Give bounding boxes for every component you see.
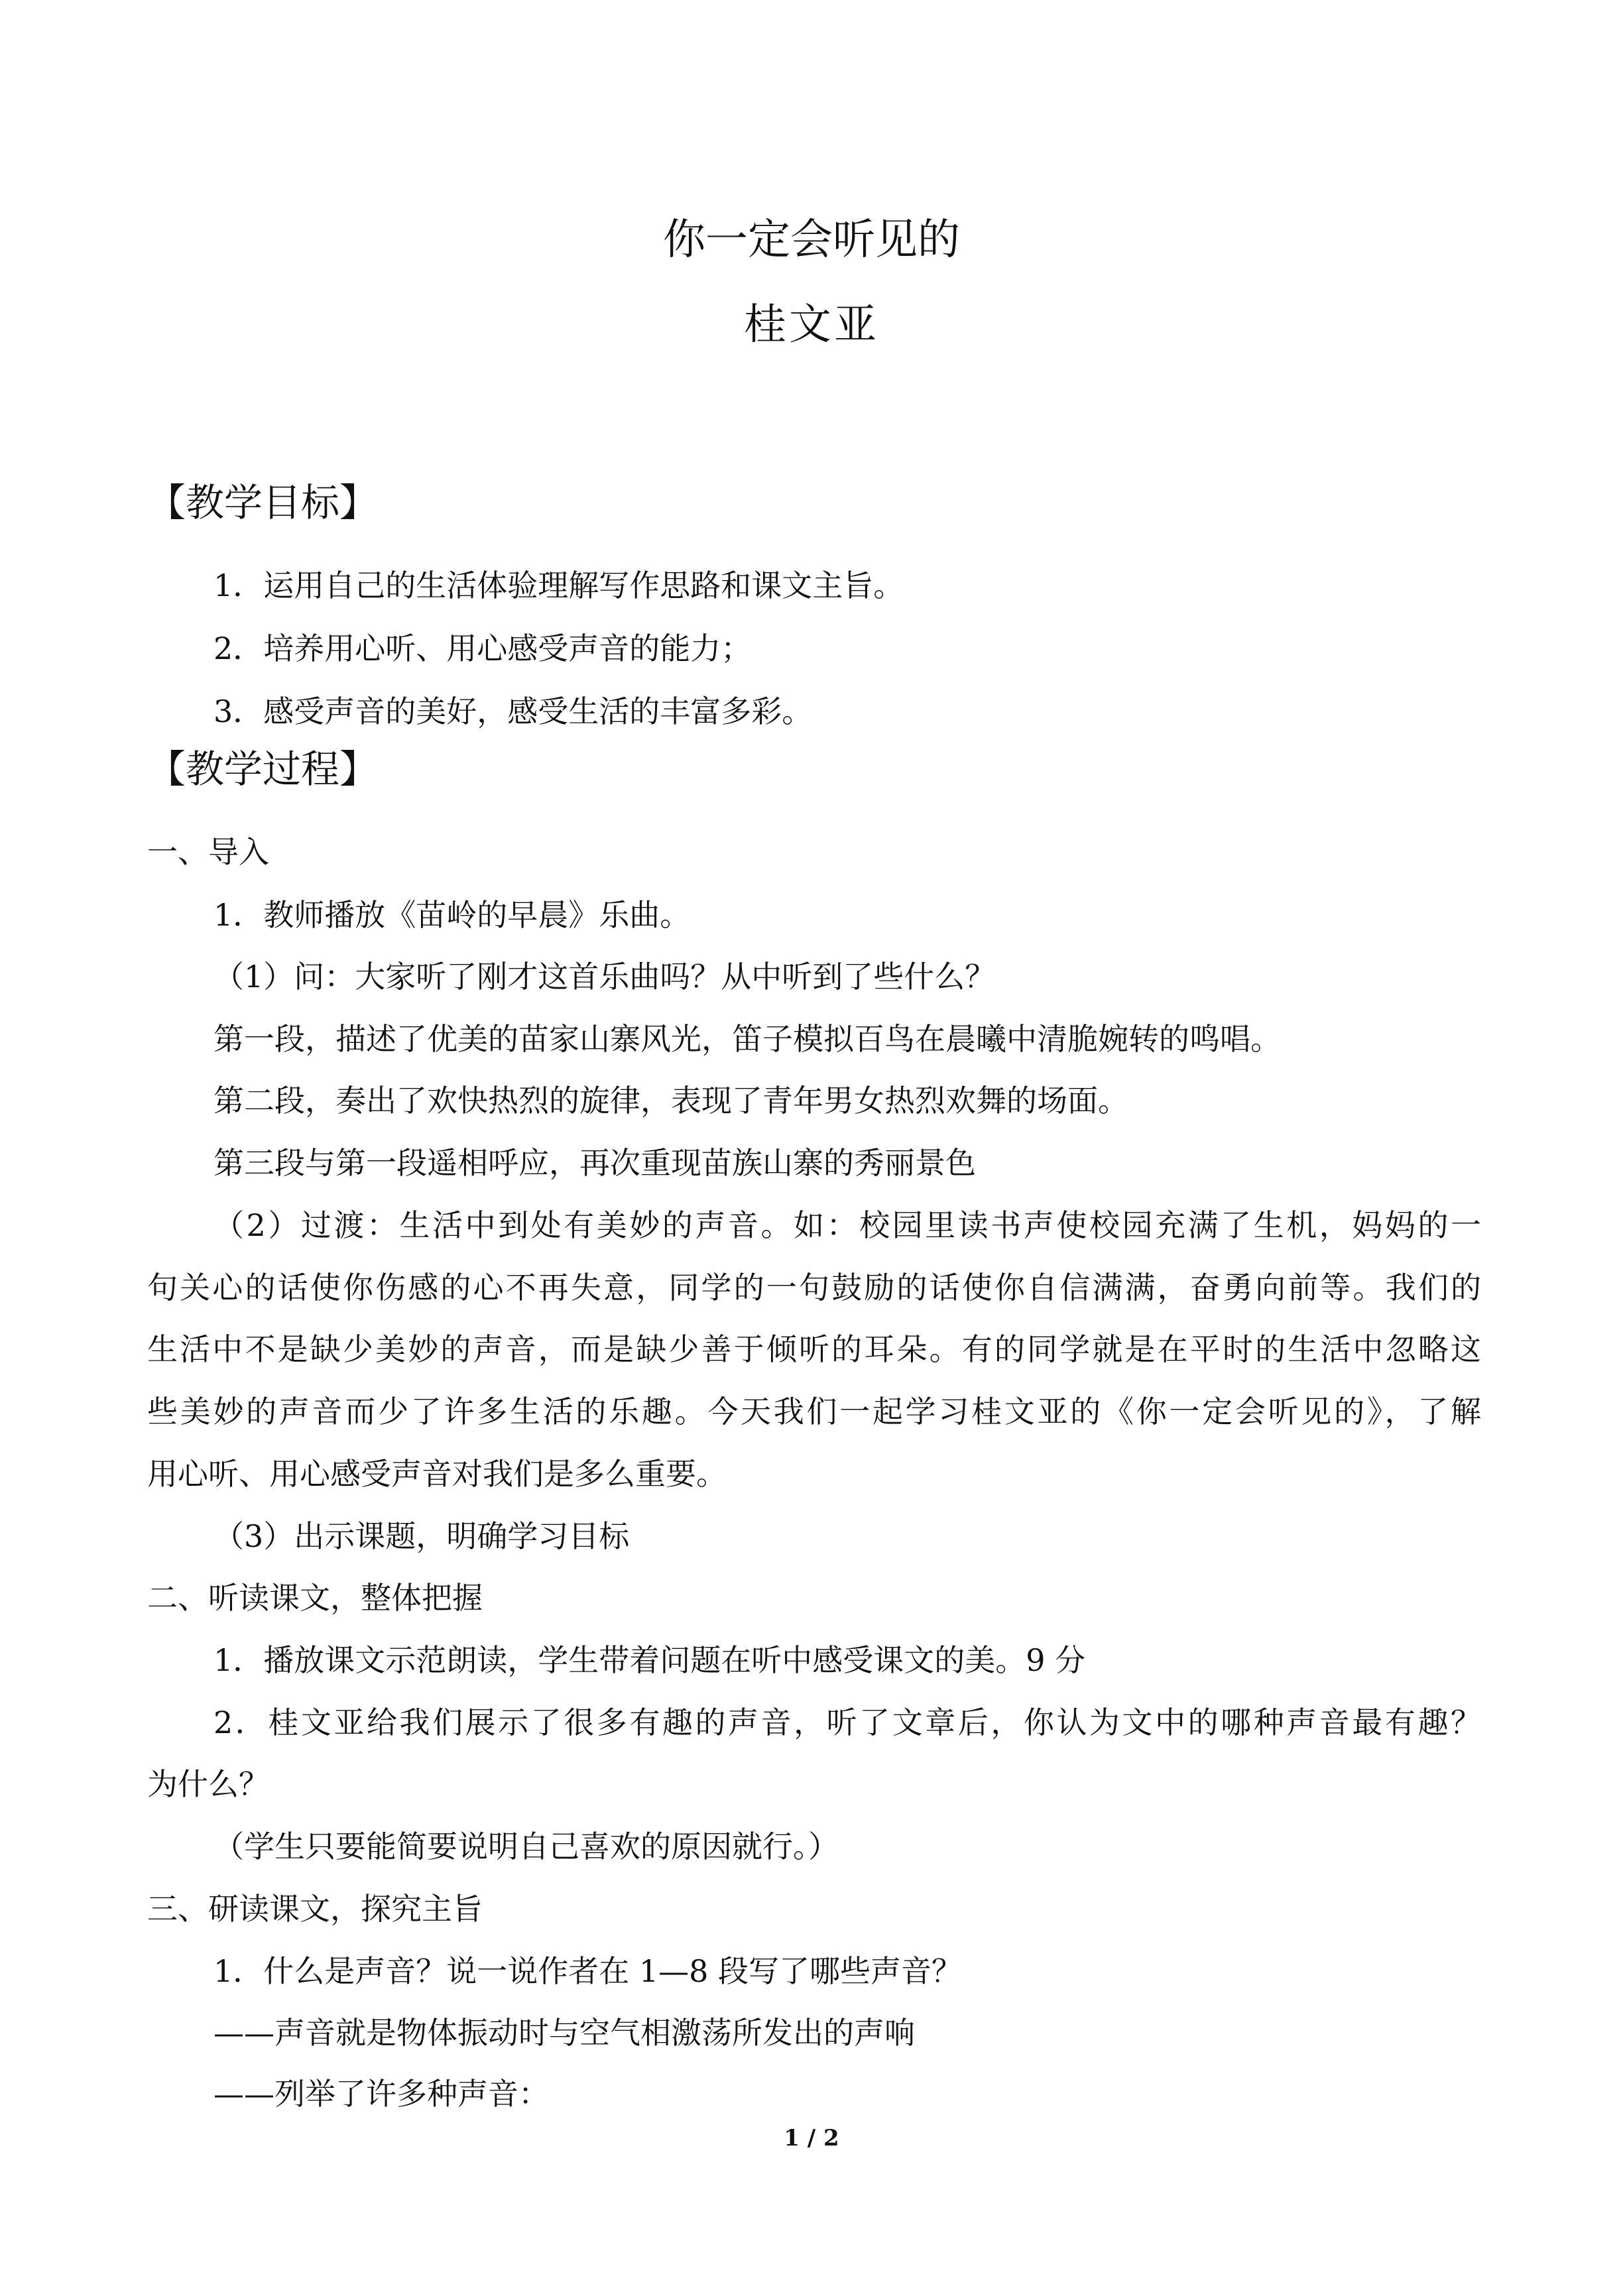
page-number: 1 / 2: [784, 2125, 839, 2151]
part-heading: 二、听读课文，整体把握: [147, 1580, 483, 1616]
paragraph-line: （2）过渡：生活中到处有美妙的声音。如：校园里读书声使校园充满了生机，妈妈的一: [213, 1207, 1481, 1243]
paragraph: 第三段与第一段遥相呼应，再次重现苗族山寨的秀丽景色: [213, 1145, 976, 1181]
answer-text: ——列举了许多种声音：: [213, 2076, 549, 2112]
paragraph-line: 些美妙的声音而少了许多生活的乐趣。今天我们一起学习桂文亚的《你一定会听见的》，了解: [147, 1394, 1481, 1429]
paragraph-line: 生活中不是缺少美妙的声音，而是缺少善于倾听的耳朵。有的同学就是在平时的生活中忽略这: [147, 1331, 1481, 1367]
document-author: 桂文亚: [744, 300, 879, 349]
goal-item: 2．培养用心听、用心感受声音的能力；: [213, 631, 752, 666]
goal-item: 1．运用自己的生活体验理解写作思路和课文主旨。: [213, 568, 904, 603]
answer-text: ——声音就是物体振动时与空气相激荡所发出的声响: [213, 2015, 915, 2051]
list-item-line: 2．桂文亚给我们展示了很多有趣的声音，听了文章后，你认为文中的哪种声音最有趣？: [213, 1705, 1481, 1740]
section-heading-process: 【教学过程】: [147, 747, 379, 792]
list-item: 1．播放课文示范朗读，学生带着问题在听中感受课文的美。9 分: [213, 1642, 1086, 1678]
list-item: 1．教师播放《苗岭的早晨》乐曲。: [213, 897, 691, 933]
list-item: 1．什么是声音？说一说作者在 1—8 段写了哪些声音？: [213, 1953, 963, 1989]
goal-item: 3．感受声音的美好，感受生活的丰富多彩。: [213, 694, 813, 729]
note-text: （学生只要能简要说明自己喜欢的原因就行。）: [213, 1829, 839, 1864]
list-item: （3）出示课题，明确学习目标: [213, 1518, 630, 1554]
question-text: （1）问：大家听了刚才这首乐曲吗？从中听到了些什么？: [213, 959, 996, 995]
paragraph-line: 用心听、用心感受声音对我们是多么重要。: [147, 1456, 727, 1492]
paragraph-line: 句关心的话使你伤感的心不再失意，同学的一句鼓励的话使你自信满满，奋勇向前等。我们的: [147, 1270, 1481, 1305]
document-title: 你一定会听见的: [663, 215, 960, 265]
section-heading-goals: 【教学目标】: [147, 480, 379, 525]
part-heading: 三、研读课文，探究主旨: [147, 1891, 483, 1927]
paragraph: 第一段，描述了优美的苗家山寨风光，笛子模拟百鸟在晨曦中清脆婉转的鸣唱。: [213, 1021, 1281, 1057]
list-item-line: 为什么？: [147, 1766, 269, 1802]
paragraph: 第二段，奏出了欢快热烈的旋律，表现了青年男女热烈欢舞的场面。: [213, 1083, 1128, 1118]
part-heading: 一、导入: [147, 834, 269, 870]
